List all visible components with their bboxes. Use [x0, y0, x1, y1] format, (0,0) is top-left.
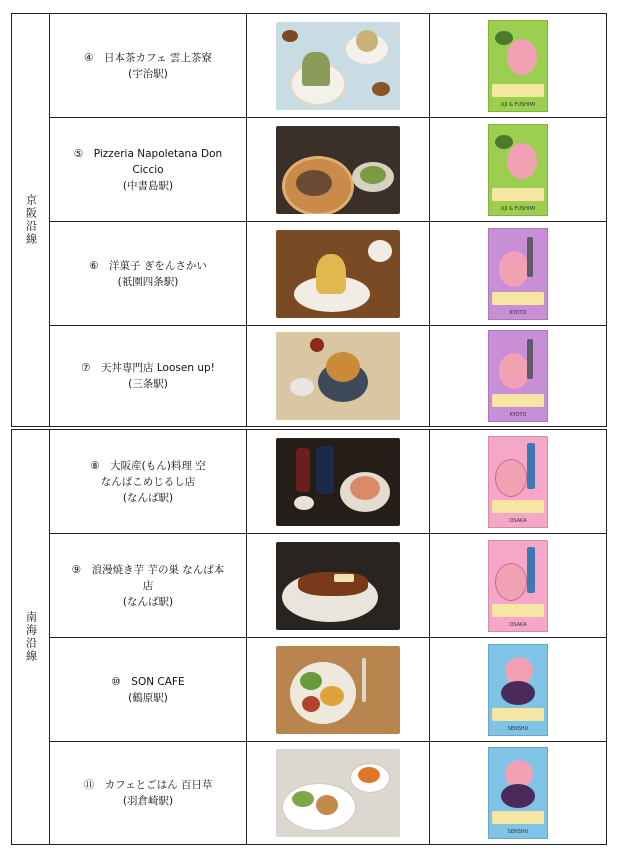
card-label: OSAKA	[509, 621, 527, 628]
character-card	[488, 330, 548, 422]
character-card	[488, 20, 548, 112]
group-keihan	[11, 13, 607, 427]
card-label: UJI & FUSHIMI	[500, 101, 536, 108]
food-photo-tendon	[276, 332, 400, 420]
restaurant-name-cont: なんばこめじるし店	[100, 475, 196, 488]
line-label-nankai	[12, 430, 50, 844]
table-row	[50, 534, 606, 638]
restaurant-name-cell	[50, 742, 247, 844]
station-name: (宇治駅)	[128, 67, 168, 80]
restaurant-name: ⑥ 洋菓子 ぎをんさかい	[89, 259, 207, 272]
station-name: (鶴原駅)	[128, 691, 168, 704]
card-label: KYOTO	[509, 309, 527, 316]
station-name: (三条駅)	[128, 378, 168, 390]
card-label: SENSHU	[507, 725, 529, 732]
food-photo-mont-blanc	[276, 230, 400, 318]
character-card	[488, 124, 548, 216]
character-card	[488, 540, 548, 632]
photo-cell	[247, 14, 430, 117]
character-card	[488, 436, 548, 528]
restaurant-name-cell	[50, 14, 247, 117]
table-row	[50, 222, 606, 326]
line-name: 京阪沿線	[24, 194, 38, 246]
restaurant-name-cell	[50, 118, 247, 221]
table-row	[50, 430, 606, 534]
card-cell	[430, 534, 606, 637]
photo-cell	[247, 430, 430, 533]
character-card	[488, 644, 548, 736]
photo-cell	[247, 534, 430, 637]
food-photo-sora	[276, 438, 400, 526]
food-photo-sweet-potato	[276, 542, 400, 630]
character-card	[488, 747, 548, 839]
table-row	[50, 638, 606, 742]
table-row	[50, 742, 606, 844]
food-photo-curry-plate	[276, 646, 400, 734]
card-label: SENSHU	[507, 829, 529, 835]
restaurant-name-cont: 店	[142, 579, 154, 592]
card-cell	[430, 638, 606, 741]
line-name: 南海沿線	[24, 611, 38, 663]
food-photo-hyakunichisou	[276, 749, 400, 837]
restaurant-name: ⑤ Pizzeria Napoletana Don Ciccio	[73, 147, 223, 176]
restaurant-name: ⑧ 大阪産(もん)料理 空	[90, 459, 206, 472]
restaurant-name: ⑨ 浪漫焼き芋 芋の巣 なんば本	[71, 563, 225, 576]
table-row	[50, 118, 606, 222]
table-row	[50, 326, 606, 426]
station-name: (なんば駅)	[122, 491, 174, 504]
station-name: (中書島駅)	[122, 179, 174, 192]
photo-cell	[247, 326, 430, 426]
card-label: KYOTO	[509, 412, 527, 418]
photo-cell	[247, 638, 430, 741]
restaurant-name: ④ 日本茶カフェ 雲上茶寮	[84, 51, 212, 64]
restaurant-name-cell	[50, 638, 247, 741]
restaurant-name-cell	[50, 326, 247, 426]
card-cell	[430, 222, 606, 325]
restaurant-name-cell	[50, 430, 247, 533]
restaurant-name: ⑪ カフェとごはん 百日草	[83, 779, 213, 791]
photo-cell	[247, 742, 430, 844]
line-label-keihan	[12, 14, 50, 426]
restaurant-name-cell	[50, 222, 247, 325]
restaurant-name: ⑦ 天丼専門店 Loosen up!	[81, 362, 215, 374]
card-cell	[430, 118, 606, 221]
card-label: UJI & FUSHIMI	[500, 205, 536, 212]
card-cell	[430, 326, 606, 426]
table-row	[50, 14, 606, 118]
card-cell	[430, 14, 606, 117]
photo-cell	[247, 118, 430, 221]
card-label: OSAKA	[509, 517, 527, 524]
card-cell	[430, 742, 606, 844]
photo-cell	[247, 222, 430, 325]
character-card	[488, 228, 548, 320]
station-name: (なんば駅)	[122, 595, 174, 608]
station-name: (羽倉崎駅)	[122, 795, 174, 807]
restaurant-name-cell	[50, 534, 247, 637]
group-nankai	[11, 429, 607, 845]
station-name: (祇園四条駅)	[117, 275, 179, 288]
food-photo-matcha-parfait	[276, 22, 400, 110]
food-photo-pizza	[276, 126, 400, 214]
card-cell	[430, 430, 606, 533]
restaurant-name: ⑩ SON CAFE	[111, 675, 185, 688]
